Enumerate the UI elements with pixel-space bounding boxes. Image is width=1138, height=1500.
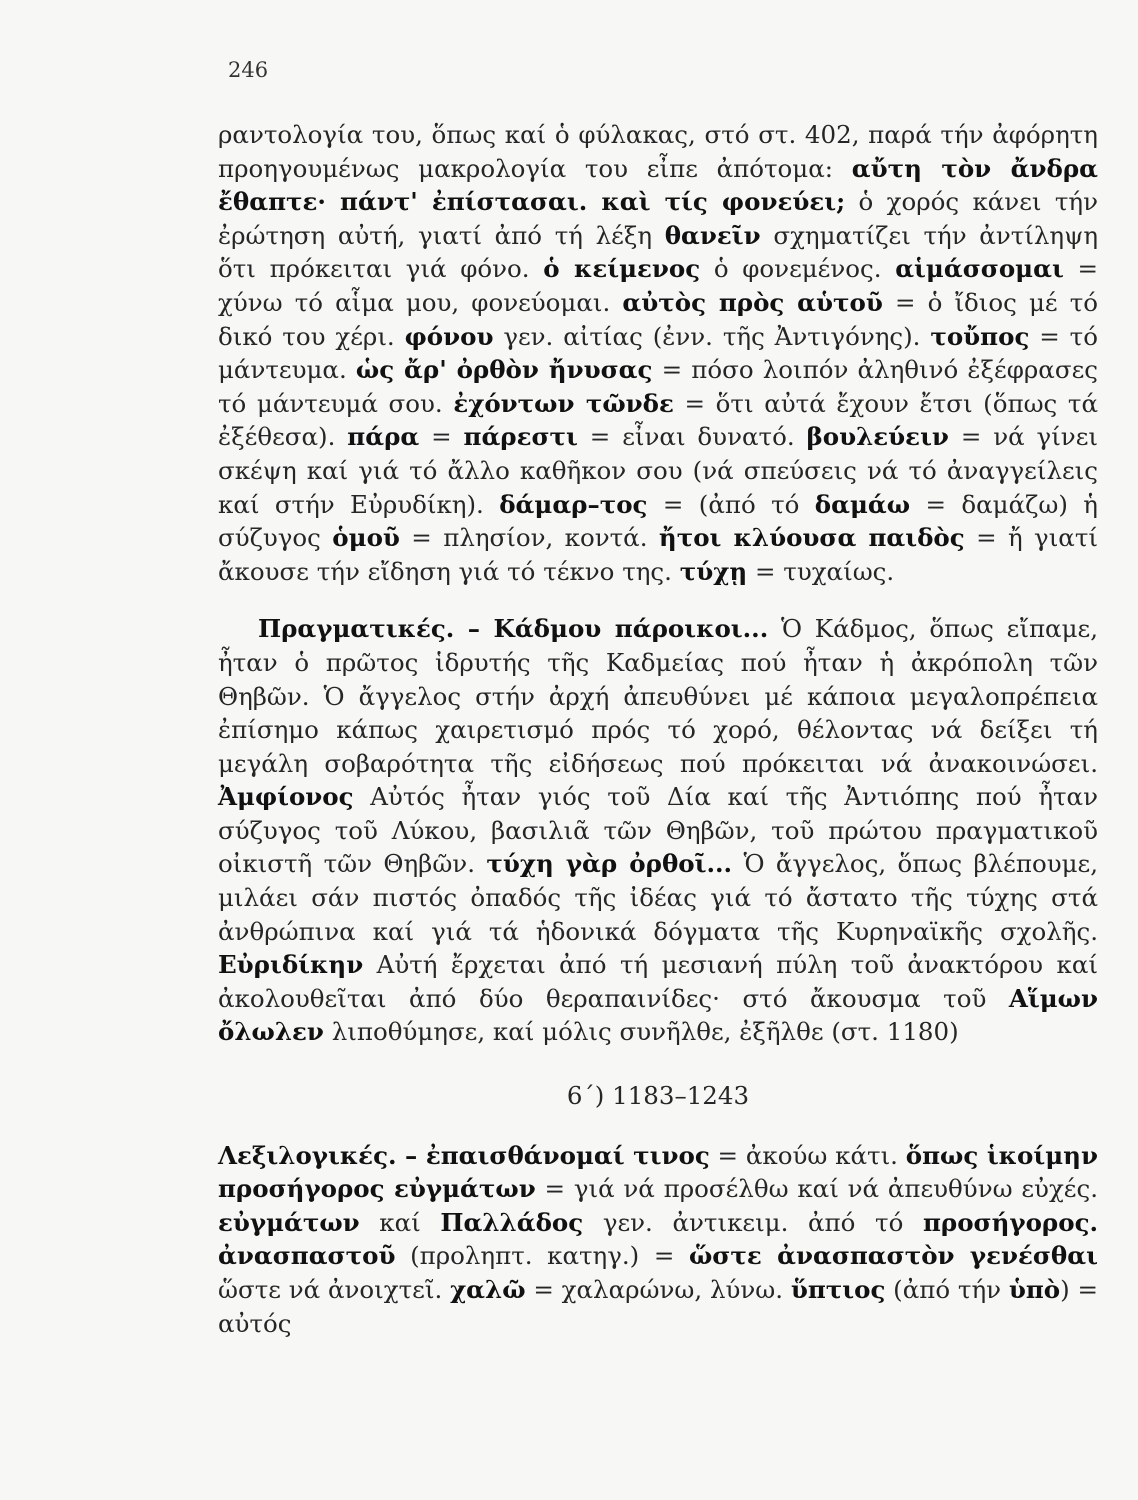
paragraph-factual-notes — [218, 612, 1098, 1049]
text-run: = γιά νά προσέλθω καί νά ἀπευθύνω εὐχές. — [535, 1174, 1098, 1204]
bold-term: τοὔπος — [930, 321, 1030, 351]
page-number: 246 — [228, 58, 269, 82]
bold-term: ὑπὸ — [1008, 1275, 1061, 1304]
bold-term: δαμάω — [814, 489, 911, 519]
text-run: Ὁ ἄγγελος, ὅπως βλέπουμε, μιλάει σάν πιστός ὀπαδός τῆς ἰδέας γιά τό ἄστατο τῆς τύχης στά ἀνθρώπινα καί γιά τά ἡδονικά δόγματα τῆς Κυρηναϊκῆς σχολῆς. — [218, 849, 1098, 946]
paragraph-lexical-notes — [218, 1139, 1098, 1341]
bold-term: ὕπτιος — [790, 1275, 886, 1304]
section-heading: 6΄) 1183–1243 — [566, 1081, 750, 1111]
bold-term: βουλεύειν — [806, 422, 949, 452]
bold-term: αὐτὸς πρὸς αὑτοῦ — [622, 287, 883, 317]
bold-term: Πραγματικές. – Κάδμου πάροικοι... — [258, 614, 769, 644]
bold-term: φόνου — [404, 321, 494, 351]
text-run: = ἤ γιατί ἄκουσε τήν εἴδηση γιά τό τέκνο της. — [218, 523, 1099, 586]
bold-term: προσήγορος. ἀνασπαστοῦ — [218, 1207, 1099, 1271]
body-text — [218, 118, 1098, 1340]
text-run: Αὐτή ἔρχεται ἀπό τή μεσιανή πύλη τοῦ ἀνακτόρου καί ἀκολουθεῖται ἀπό δύο θεραπαινίδες· στό ἄκουσμα τοῦ — [218, 950, 1098, 1013]
text-run: Ὁ Κάδμος, ὅπως εἴπαμε, ἦταν ὁ πρῶτος ἱδρυτής τῆς Καδμείας πού ἦταν ἡ ἀκρόπολη τῶν Θηβῶν. Ὁ ἄγγελος στήν ἀρχή ἀπευθύνει μέ κάποια μεγαλοπρέπεια ἐπίσημο κάπως χαιρετισμό πρός τό χορό, θέλοντας νά δείξει τή μεγάλη σοβαρότητα τῆς εἰδήσεως πού πρόκειται νά ἀνακοινώσει. — [218, 614, 1099, 778]
bold-term: δάμαρ–τος — [499, 489, 648, 519]
bold-term: πάρεστι — [463, 422, 578, 452]
bold-term: Αἵμων ὄλωλεν — [218, 983, 1098, 1047]
text-run: = — [419, 422, 464, 452]
bold-term: αὔτη τὸν ἄνδρα ἔθαπτε· πάντ' ἐπίστασαι. καὶ τίς φονεύει; — [218, 153, 1098, 217]
text-run: = χύνω τό αἷμα μου, φονεύομαι. — [218, 254, 1099, 317]
bold-term: Λεξιλογικές. – ἐπαισθάνομαί τινος — [218, 1140, 710, 1170]
text-run: γεν. ἀντικειμ. ἀπό τό — [583, 1207, 923, 1237]
text-run: = ὅτι αὐτά ἔχουν ἔτσι (ὅπως τά ἐξέθεσα). — [218, 388, 1098, 452]
text-run: = ἀκούω κάτι. — [709, 1140, 906, 1170]
text-run: Αὐτός ἦταν γιός τοῦ Δία καί τῆς Ἀντιόπης πού ἦταν σύζυγος τοῦ Λύκου, βασιλιᾶ τῶν Θηβῶν, τοῦ πρώτου πραγματικοῦ οἰκιστῆ τῶν Θηβῶν. — [218, 782, 1098, 879]
text-run: ὥστε νά ἀνοιχτεῖ. — [218, 1275, 451, 1304]
bold-term: εὐγμάτων — [218, 1207, 360, 1237]
text-run: = εἶναι δυνατό. — [577, 422, 807, 452]
text-run: = τό μάντευμα. — [218, 321, 1098, 385]
bold-term: χαλῶ — [450, 1275, 526, 1304]
text-run: (προληπτ. κατηγ.) = — [395, 1241, 689, 1271]
bold-term: Παλλάδος — [440, 1207, 584, 1237]
bold-term: ὡς ἄρ' ὀρθὸν ἤνυσας — [355, 355, 653, 385]
bold-term: τύχη γὰρ ὀρθοῖ... — [486, 849, 733, 879]
text-run: καί — [359, 1207, 441, 1237]
bold-term: ὁ κείμενος — [543, 254, 701, 284]
text-run: γεν. αἰτίας (ἐνν. τῆς Ἀντιγόνης). — [493, 321, 931, 351]
text-run: ραντολογία του, ὅπως καί ὁ φύλακας, στό στ. 402, παρά τήν ἀφόρητη προηγουμένως μακρολογία του εἶπε ἀπότομα: — [218, 120, 1098, 183]
bold-term: Ἀμφίονος — [218, 782, 354, 812]
bold-term: αἱμάσσομαι — [895, 254, 1064, 284]
bold-term: ἤτοι κλύουσα παιδὸς — [658, 523, 965, 553]
text-run: = τυχαίως. — [747, 556, 895, 586]
text-run: = δαμάζω) ἡ σύζυγος — [218, 489, 1098, 553]
text-run: = ὁ ἴδιος μέ τό δικό του χέρι. — [218, 287, 1098, 351]
text-run: σχηματίζει τήν ἀντίληψη ὅτι πρόκειται γιά φόνο. — [218, 220, 1099, 284]
bold-term: ὁμοῦ — [332, 523, 400, 553]
paragraph-lexical-notes-continued — [218, 118, 1098, 588]
bold-term: τύχῃ — [679, 556, 748, 586]
text-run: = χαλαρώνω, λύνω. — [525, 1275, 791, 1304]
bold-term: ἐχόντων τῶνδε — [453, 388, 674, 418]
text-run: ὁ φονεμένος. — [700, 254, 896, 284]
text-run: = (ἀπό τό — [647, 489, 815, 519]
text-run: ὁ χορός κάνει τήν ἐρώτηση αὐτή, γιατί ἀπό τή λέξη — [218, 187, 1098, 250]
text-run: (ἀπό τήν — [885, 1275, 1009, 1304]
bold-term: ὅπως ἱκοίμην προσήγορος εὐγμάτων — [218, 1140, 1098, 1204]
bold-term: θανεῖν — [664, 220, 761, 250]
text-run: ) = αὐτός — [218, 1275, 1099, 1338]
bold-term: πάρα — [347, 422, 420, 452]
text-run: = νά γίνει σκέψη καί γιά τό ἄλλο καθῆκον σου (νά σπεύσεις νά τό ἀναγγείλεις καί στήν Εὐρυδίκη). — [218, 422, 1098, 519]
text-run: = πλησίον, κοντά. — [399, 523, 659, 553]
bold-term: Εὐριδίκην — [218, 950, 364, 980]
text-run: λιποθύμησε, καί μόλις συνῆλθε, ἐξῆλθε (στ. 1180) — [323, 1017, 959, 1047]
text-run: = πόσο λοιπόν ἀληθινό ἐξέφρασες τό μάντευμά σου. — [218, 355, 1098, 418]
bold-term: ὥστε ἀνασπαστὸν γενέσθαι — [688, 1241, 1098, 1271]
